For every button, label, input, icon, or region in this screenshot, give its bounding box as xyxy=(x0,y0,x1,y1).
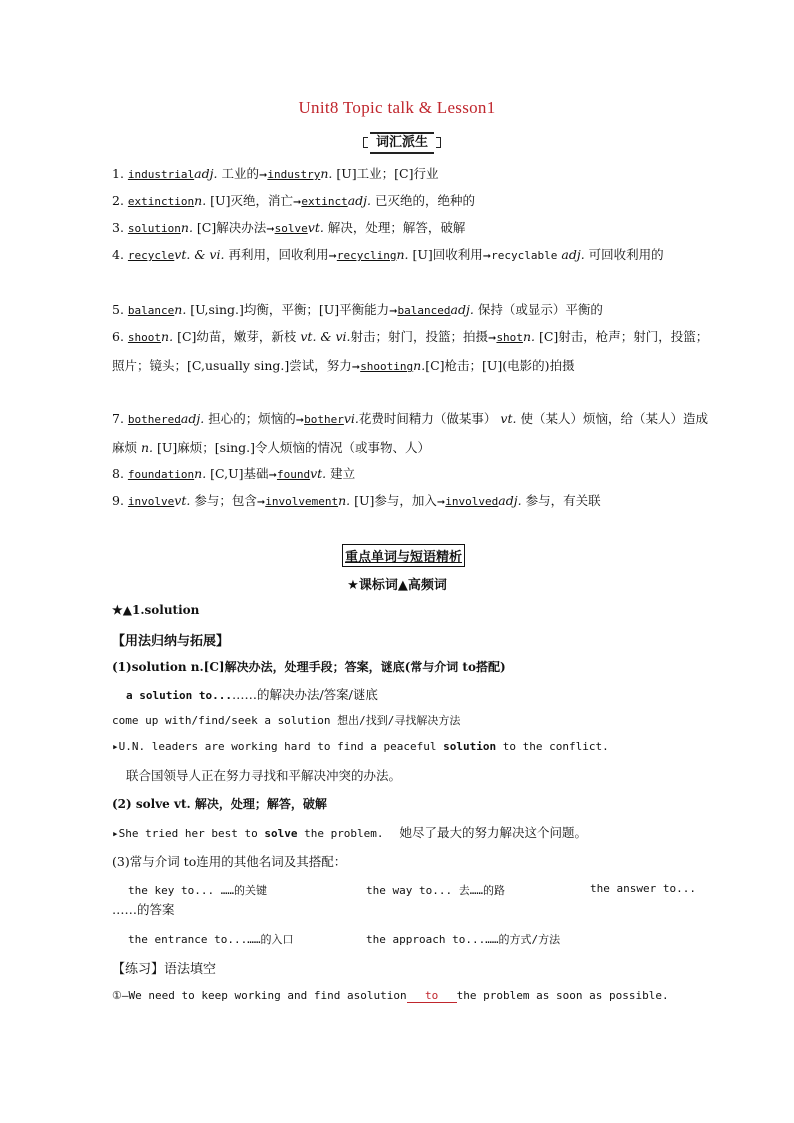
collocation-5: the approach to...……的方式/方法 xyxy=(366,933,561,946)
section-heading: 重点单词与短语精析 xyxy=(342,544,465,567)
entry-head: ★▲1.solution xyxy=(112,603,200,617)
arrow-icon: ➞ xyxy=(295,415,305,426)
vocab-item-6: 6. shootn. [C]幼苗，嫩芽，新枝 vt. & vi.射击；射门，投篮；拍摄➞shotn. [C]射击，枪声；射门，投篮；照片；镜头；[C,usually sing.]尝试，努力➞shootingn.[C]枪击；[U](电影的)拍摄 xyxy=(112,329,709,373)
point-2-head: (2) solve vt. 解决，处理；解答，破解 xyxy=(112,797,327,811)
example-2: ▸She tried her best to solve the problem. 她尽了最大的努力解决这个问题。 xyxy=(112,825,588,840)
point-1-phrase: a solution to...……的解决办法/答案/谜底 xyxy=(126,687,378,702)
usage-label: 【用法归纳与拓展】 xyxy=(112,634,230,649)
vocab-item-5: 5. balancen. [U,sing.]均衡，平衡；[U]平衡能力➞balancedadj. 保持（或显示）平衡的 xyxy=(112,302,603,317)
collocation-3: the answer to... xyxy=(590,882,696,895)
example-1-cn: 联合国领导人正在努力寻找和平解决冲突的办法。 xyxy=(126,768,402,783)
vocab-item-9: 9. involvevt. 参与；包含➞involvementn. [U]参与，加入➞involvedadj. 参与，有关联 xyxy=(112,493,601,508)
vocab-item-8: 8. foundationn. [C,U]基础➞foundvt. 建立 xyxy=(112,466,356,481)
point-3-head: (3)常与介词 to连用的其他名词及其搭配： xyxy=(112,854,347,869)
vocab-item-2: 2. extinctionn. [U]灭绝，消亡➞extinctadj. 已灭绝的，绝种的 xyxy=(112,193,476,208)
arrow-icon: ➞ xyxy=(268,470,277,481)
point-1-head: (1)solution n.[C]解决办法，处理手段；答案，谜底(常与介词 to搭配) xyxy=(112,660,506,674)
page-title: Unit8 Topic talk & Lesson1 xyxy=(298,98,496,117)
arrow-icon: ➞ xyxy=(328,251,337,262)
collocation-3-meaning: ……的答案 xyxy=(112,902,175,917)
arrow-icon: ➞ xyxy=(482,251,492,262)
practice-label: 【练习】语法填空 xyxy=(112,962,217,977)
collocation-1: the key to... ……的关键 xyxy=(128,884,267,897)
arrow-icon: ➞ xyxy=(488,333,497,344)
arrow-icon: ➞ xyxy=(351,362,361,373)
section-legend: ★课标词▲高频词 xyxy=(347,578,447,593)
arrow-icon: ➞ xyxy=(436,497,446,508)
point-1-line2: come up with/find/seek a solution 想出/找到/寻找解决方法 xyxy=(112,714,461,727)
answer-blank[interactable]: to xyxy=(407,989,457,1003)
vocab-item-3: 3. solutionn. [C]解决办法➞solvevt. 解决，处理；解答，破解 xyxy=(112,220,466,235)
vocab-item-1: 1. industrialadj. 工业的➞industryn. [U]工业；[C]行业 xyxy=(112,166,439,181)
arrow-icon: ➞ xyxy=(256,497,266,508)
arrow-icon: ➞ xyxy=(389,306,398,317)
practice-question-1: ①—We need to keep working and find asolution to the problem as soon as possible. xyxy=(112,989,669,1002)
section-badge: 词汇派生 xyxy=(370,132,434,154)
arrow-icon: ➞ xyxy=(258,170,268,181)
collocation-2: the way to... 去……的路 xyxy=(366,884,505,897)
example-1: ▸U.N. leaders are working hard to find a peaceful solution to the conflict. xyxy=(112,740,609,753)
vocab-item-4: 4. recyclevt. & vi. 再利用，回收利用➞recyclingn. [U]回收利用➞recyclable adj. 可回收利用的 xyxy=(112,247,664,262)
collocation-4: the entrance to...……的入口 xyxy=(128,933,294,946)
arrow-icon: ➞ xyxy=(292,197,302,208)
arrow-icon: ➞ xyxy=(266,224,275,235)
vocab-item-7: 7. botheredadj. 担心的；烦恼的➞bothervi.花费时间精力（做某事） vt. 使（某人）烦恼，给（某人）造成麻烦 n. [U]麻烦；[sing.]令人烦恼的情况（或事物、人） xyxy=(112,411,708,455)
